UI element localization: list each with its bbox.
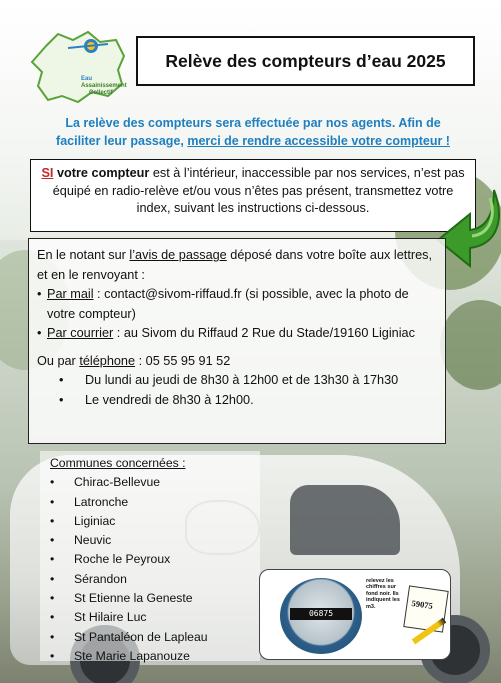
- mail-address[interactable]: : contact@sivom-riffaud.fr (si possible, avec la photo de votre compteur): [47, 287, 409, 321]
- commune-name: St Etienne la Geneste: [74, 591, 193, 606]
- si-label: SI: [41, 166, 54, 180]
- hours-weekdays: Du lundi au jeudi de 8h30 à 12h00 et de 13h30 à 17h30: [85, 373, 399, 387]
- paper-reading: 59075: [411, 598, 434, 611]
- instructions-text: En le notant sur: [37, 248, 130, 262]
- commune-name: Ste Marie Lapanouze: [74, 648, 190, 663]
- logo-line: Collectif: [89, 90, 113, 96]
- phone-line: [37, 352, 437, 372]
- water-meter-illustration: [259, 569, 451, 660]
- commune-name: Roche le Peyroux: [74, 552, 171, 567]
- phone-prefix: Ou par: [37, 353, 80, 368]
- bullet-icon: •: [59, 373, 64, 387]
- list-item-courrier: [37, 324, 437, 344]
- list-item: [50, 589, 252, 608]
- bullet-icon: •: [50, 610, 55, 625]
- list-item-hours: [37, 371, 437, 391]
- list-item-mail: [37, 285, 437, 324]
- commune-name: St Hilaire Luc: [74, 610, 147, 625]
- instructions-intro: [37, 246, 437, 285]
- list-item: [50, 531, 252, 550]
- bullet-icon: •: [50, 513, 55, 528]
- compteur-label: votre compteur: [56, 166, 150, 180]
- list-item-hours: [37, 391, 437, 411]
- bullet-icon: •: [50, 533, 55, 548]
- list-item: [50, 493, 252, 512]
- van-window: [290, 485, 400, 555]
- bullet-icon: •: [37, 287, 42, 301]
- avis-de-passage-label: l’avis de passage: [129, 248, 227, 262]
- bullet-icon: •: [37, 326, 42, 340]
- mail-label: Par mail: [47, 287, 94, 301]
- commune-name: Liginiac: [74, 513, 116, 528]
- intro-highlight: merci de rendre accessible votre compteur !: [187, 134, 450, 148]
- list-item: [50, 608, 252, 627]
- meter-note: relevez les chiffres sur fond noir. Ils indiquent les m3.: [366, 578, 400, 610]
- bullet-icon: •: [50, 494, 55, 509]
- intro-text: [48, 114, 458, 150]
- organization-logo: [28, 26, 128, 106]
- list-item: [50, 473, 252, 492]
- commune-name: Latronche: [74, 494, 129, 509]
- logo-line: Assainissement: [81, 83, 127, 89]
- commune-name: St Pantaléon de Lapleau: [74, 629, 208, 644]
- title-box: [136, 36, 475, 86]
- postal-address: : au Sivom du Riffaud 2 Rue du Stade/19160 Liginiac: [113, 326, 415, 340]
- commune-name: Neuvic: [74, 533, 112, 548]
- bullet-icon: •: [59, 392, 64, 407]
- instructions-box: [28, 238, 446, 444]
- logo-line: Eau: [81, 76, 93, 82]
- list-item: [50, 647, 252, 666]
- commune-name: Sérandon: [74, 571, 127, 586]
- list-item: [50, 550, 252, 569]
- bullet-icon: •: [50, 591, 55, 606]
- phone-number[interactable]: : 05 55 95 91 52: [135, 353, 231, 368]
- courrier-label: Par courrier: [47, 326, 114, 340]
- communes-heading: Communes concernées :: [50, 456, 186, 470]
- conditions-text: est à l’intérieur, inaccessible par nos services, n’est pas équipé en radio-relève et/ou vous n’êtes pas présent, transmettez votre index, suivant les instructions ci-dessous.: [52, 166, 465, 215]
- bullet-icon: •: [50, 571, 55, 586]
- logo-text: [81, 76, 141, 97]
- instructions-text: déposé dans votre boîte aux lettres, et en le renvoyant :: [37, 248, 432, 282]
- list-item: [50, 570, 252, 589]
- intro-sentence: La relève des compteurs sera effectuée par nos agents. Afin de faciliter leur passage,: [56, 116, 441, 148]
- list-item: [50, 628, 252, 647]
- bullet-icon: •: [50, 629, 55, 644]
- bullet-icon: •: [50, 552, 55, 567]
- bullet-icon: •: [50, 648, 55, 663]
- commune-name: Chirac-Bellevue: [74, 475, 161, 490]
- communes-list: [40, 451, 260, 661]
- meter-digits: 06875: [290, 608, 352, 620]
- conditions-box: [30, 159, 476, 232]
- page-title: Relève des compteurs d’eau 2025: [165, 50, 446, 71]
- list-item: [50, 512, 252, 531]
- bullet-icon: •: [50, 475, 55, 490]
- phone-label: téléphone: [79, 353, 136, 368]
- hours-friday: Le vendredi de 8h30 à 12h00.: [85, 392, 254, 407]
